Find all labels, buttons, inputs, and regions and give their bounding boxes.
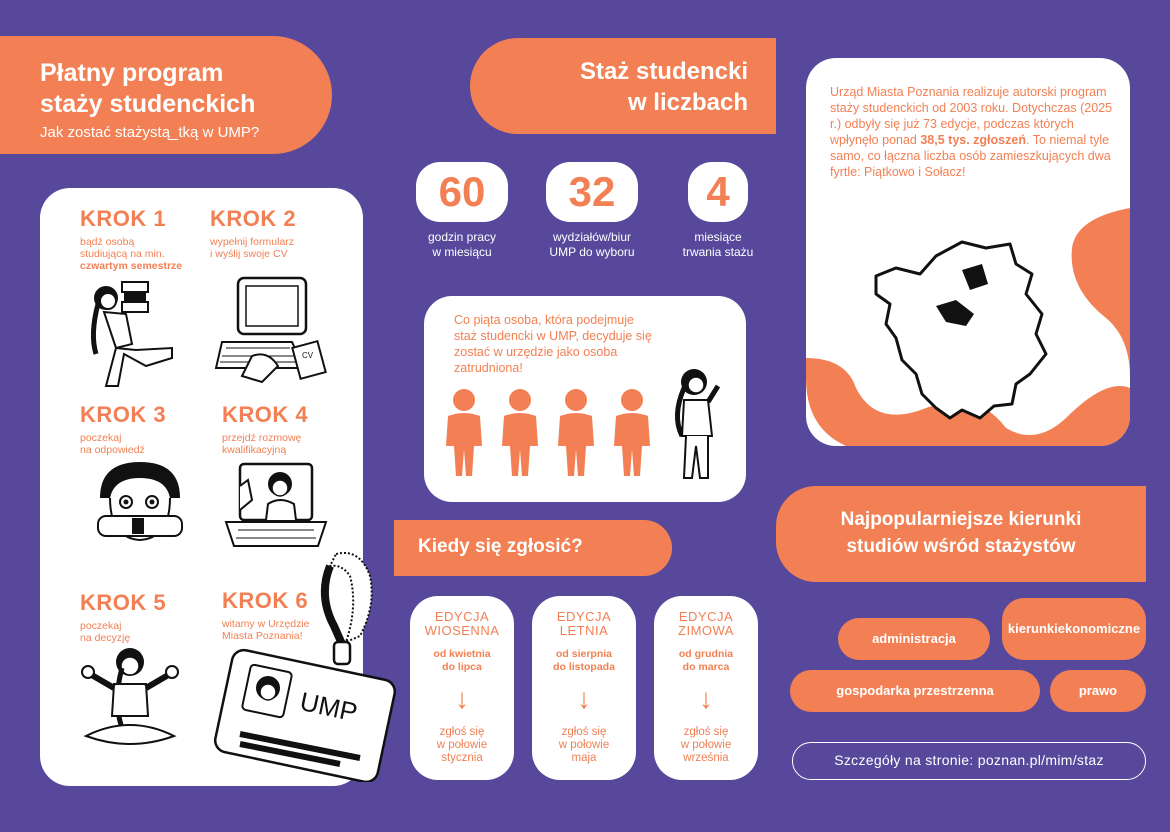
stat-value: 32 — [546, 162, 638, 222]
step-desc-line: witamy w Urzędzie — [222, 618, 310, 630]
stats-header-line2: w liczbach — [627, 89, 748, 116]
step-desc — [222, 432, 308, 456]
step-title: KROK 4 — [222, 402, 309, 427]
edition-apply-time — [532, 726, 636, 765]
tag-kierunki-ekonomiczne — [1002, 598, 1146, 660]
stat-label — [412, 230, 512, 260]
popular-fields-banner — [776, 486, 1146, 582]
edition-range — [654, 648, 758, 674]
history-text-part: Urząd Miasta Poznania realizuje autorski program staży studenckich od 2003 roku. Dotychczas (2025 r.) odbyły się już 73 edycje, podczas których wpłynęło ponad — [830, 85, 1113, 147]
when-to-apply-title: Kiedy się zgłosić? — [418, 536, 583, 557]
stat-value: 4 — [688, 162, 748, 222]
tag-line: kierunki — [1007, 621, 1058, 636]
retention-card — [424, 296, 746, 502]
apply-line: maja — [571, 752, 597, 764]
ump-badge-illustration — [210, 546, 396, 782]
stat-label-line: trwania stażu — [682, 245, 754, 259]
badge-text: UMP — [297, 686, 361, 728]
program-title-line1: Płatny program — [40, 59, 224, 87]
when-to-apply-banner — [394, 520, 672, 576]
step-desc — [80, 432, 166, 456]
poznan-map-icon — [866, 234, 1056, 424]
step-2 — [210, 206, 296, 260]
edition-name-line: EDYCJA — [434, 609, 490, 624]
step-4 — [222, 402, 308, 456]
video-call-illustration — [218, 460, 334, 552]
edition-name — [410, 610, 514, 638]
stat-hours — [412, 162, 512, 260]
employee-illustration — [660, 366, 730, 488]
arrow-down-icon: ↓ — [455, 683, 469, 714]
edition-range-line: od grudnia — [678, 648, 734, 660]
step-desc — [210, 236, 296, 260]
step-desc-line: poczekaj — [80, 432, 122, 444]
tag-administracja: administracja — [838, 618, 990, 660]
edition-name — [654, 610, 758, 638]
waiting-face-illustration — [90, 458, 190, 548]
history-text-bold: 38,5 tys. zgłoszeń — [920, 133, 1026, 147]
edition-name-line: ZIMOWA — [678, 623, 734, 638]
edition-name-line: EDYCJA — [556, 609, 612, 624]
apply-line: stycznia — [441, 752, 483, 764]
edition-name-line: EDYCJA — [678, 609, 734, 624]
step-5 — [80, 590, 166, 644]
program-subtitle: Jak zostać stażystą_tką w UMP? — [40, 124, 260, 141]
computer-illustration — [212, 272, 328, 388]
retention-text: Co piąta osoba, która podejmuje staż studencki w UMP, decyduje się zostać w urzędzie jako osoba zatrudniona! — [454, 313, 652, 375]
person-icon — [502, 389, 538, 476]
edition-spring — [410, 596, 514, 780]
person-icon — [558, 389, 594, 476]
stat-label-line: w miesiącu — [432, 245, 492, 259]
popular-title-line2: studiów wśród stażystów — [846, 536, 1076, 557]
step-desc-line: przejdź rozmowę — [222, 432, 302, 444]
stat-label — [668, 230, 768, 260]
step-desc — [80, 236, 182, 272]
step-title: KROK 6 — [222, 588, 309, 613]
stat-label-line: UMP do wyboru — [549, 245, 635, 259]
step-desc-line: Miasta Poznania! — [222, 630, 303, 642]
arrow-down-icon: ↓ — [699, 683, 713, 714]
person-icon — [614, 389, 650, 476]
people-icons — [440, 386, 660, 478]
apply-line: w połowie — [680, 739, 732, 751]
person-icon — [446, 389, 482, 476]
edition-range — [410, 648, 514, 674]
apply-line: w połowie — [436, 739, 488, 751]
steps-card — [40, 188, 363, 786]
details-link[interactable]: Szczegóły na stronie: poznan.pl/mim/staz — [792, 742, 1146, 780]
stats-header-line1: Staż studencki — [579, 58, 748, 85]
edition-summer — [532, 596, 636, 780]
edition-range-line: do lipca — [442, 661, 482, 673]
edition-range-line: do listopada — [553, 661, 615, 673]
apply-line: września — [683, 752, 729, 764]
step-desc — [80, 620, 166, 644]
step-title: KROK 5 — [80, 590, 167, 615]
arrow-down-icon: ↓ — [577, 683, 591, 714]
stat-label — [534, 230, 650, 260]
step-desc-line: wypełnij formularz — [210, 236, 295, 248]
stat-label-line: miesiące — [694, 230, 742, 244]
edition-apply-time — [654, 726, 758, 765]
student-books-illustration — [76, 274, 186, 392]
step-1 — [80, 206, 182, 272]
apply-line: zgłoś się — [439, 726, 485, 738]
program-title-banner — [0, 36, 332, 154]
stat-label-line: godzin pracy — [427, 230, 497, 244]
step-title: KROK 1 — [80, 206, 167, 231]
apply-line: zgłoś się — [561, 726, 607, 738]
edition-range-line: od sierpnia — [555, 648, 612, 660]
history-text — [830, 84, 1120, 180]
program-title-line2: staży studenckich — [40, 90, 256, 118]
meditating-person-illustration — [78, 644, 182, 754]
step-desc-bold: czwartym semestrze — [80, 260, 183, 272]
edition-range-line: do marca — [682, 661, 730, 673]
stat-departments — [534, 162, 650, 260]
edition-range-line: od kwietnia — [433, 648, 491, 660]
edition-winter — [654, 596, 758, 780]
edition-range — [532, 648, 636, 674]
step-desc-line: kwalifikacyjną — [222, 444, 287, 456]
step-title: KROK 3 — [80, 402, 167, 427]
step-desc-line: bądź osobą — [80, 236, 135, 248]
apply-line: zgłoś się — [683, 726, 729, 738]
edition-name-line: WIOSENNA — [424, 623, 500, 638]
apply-line: w połowie — [558, 739, 610, 751]
edition-name-line: LETNIA — [559, 623, 609, 638]
edition-apply-time — [410, 726, 514, 765]
tag-gospodarka-przestrzenna: gospodarka przestrzenna — [790, 670, 1040, 712]
stat-value: 60 — [416, 162, 508, 222]
step-desc-line: na decyzję — [80, 632, 131, 644]
step-desc-line: na odpowiedź — [80, 444, 145, 456]
history-text-part: . To niemal tyle samo, co łączna liczba osób zamieszkujących dwa fyrtle: Piątkowo i Sołacz! — [830, 133, 1111, 179]
tag-line: ekonomiczne — [1057, 621, 1141, 636]
step-desc-line: poczekaj — [80, 620, 122, 632]
step-title: KROK 2 — [210, 206, 297, 231]
cv-text: CV — [302, 351, 314, 360]
stats-header — [470, 38, 776, 134]
step-desc-line: i wyślij swoje CV — [210, 248, 288, 260]
tag-prawo: prawo — [1050, 670, 1146, 712]
history-info-card — [806, 58, 1130, 446]
step-3 — [80, 402, 166, 456]
stat-months — [668, 162, 768, 260]
stat-label-line: wydziałów/biur — [552, 230, 632, 244]
step-desc-line: studiującą na min. — [80, 248, 165, 260]
edition-name — [532, 610, 636, 638]
popular-title-line1: Najpopularniejsze kierunki — [840, 509, 1082, 530]
